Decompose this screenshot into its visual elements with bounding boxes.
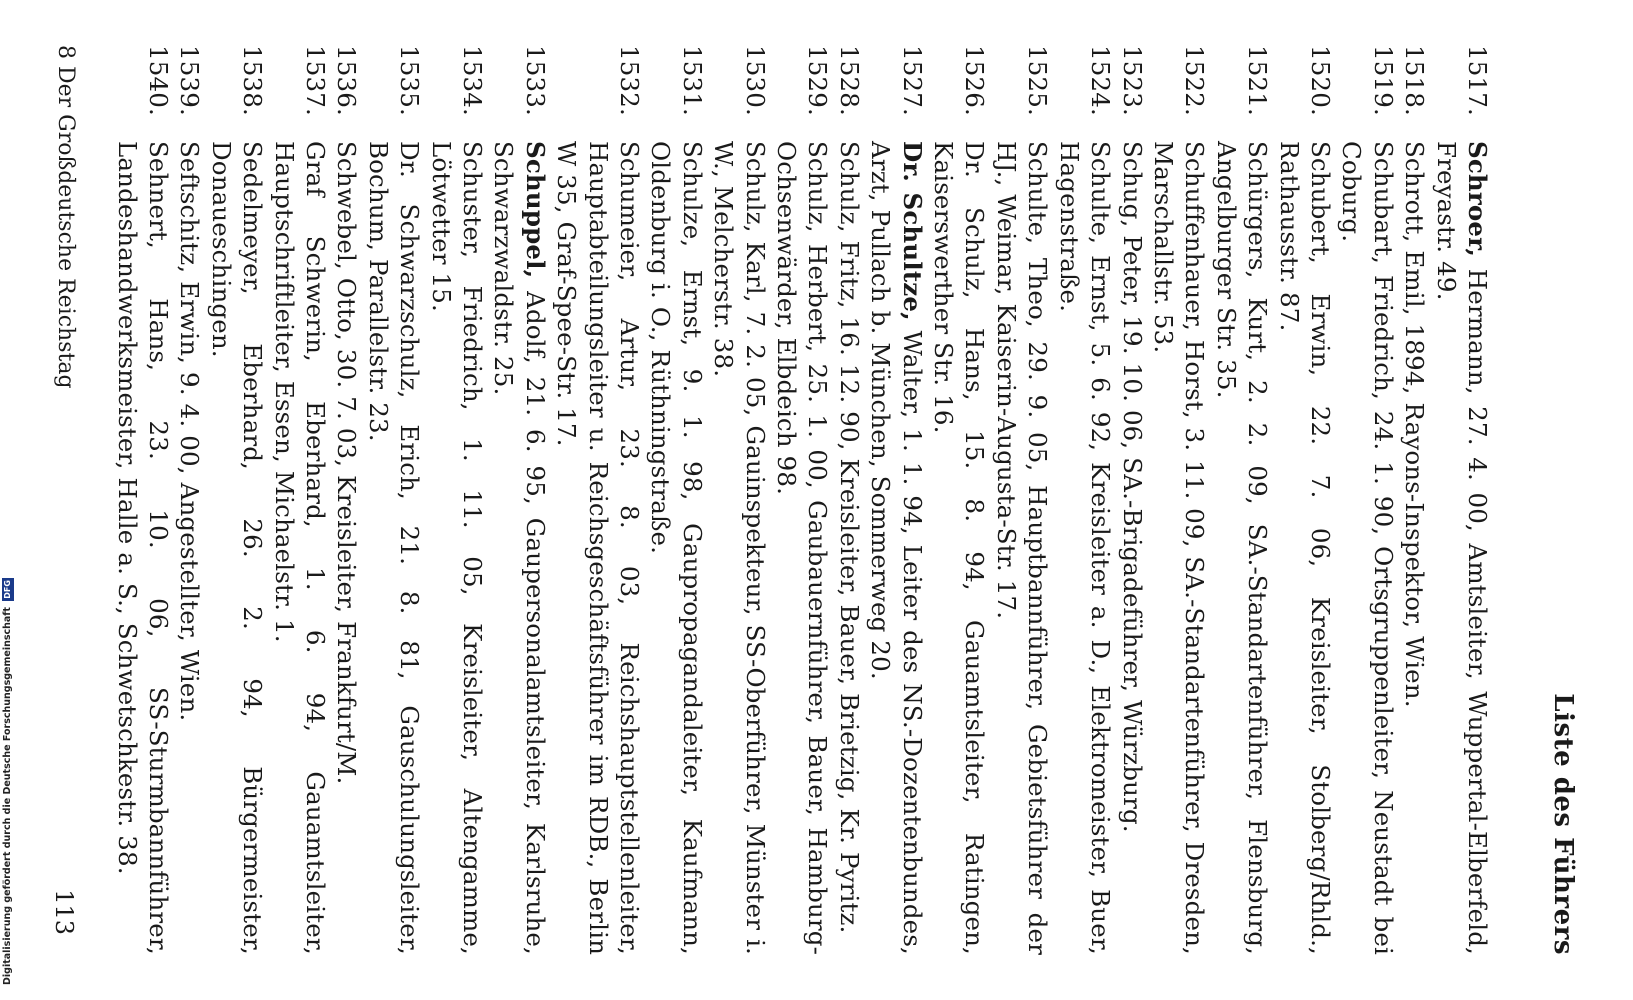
list-item — [1399, 45, 1430, 955]
entry-number: 1525. — [1023, 45, 1053, 116]
entry-number: 1527. — [897, 45, 927, 116]
entry-text: Dr. Schulz, Hans, 15. 8. 94, Gauamtsleiter, Ratingen, Kaiserswerther Str. 16. — [929, 141, 990, 955]
entry-number: 1534. — [458, 45, 487, 116]
running-title: Liste des Führers — [1548, 693, 1578, 955]
entry-text: Graf Schwerin, Eberhard, 1. 6. 94, Gauamtsleiter, Hauptschriftleiter, Essen, Michaelstr. 1. — [269, 141, 330, 955]
list-item — [1336, 45, 1399, 955]
entry-number: 1517. — [1463, 45, 1492, 116]
page-number: 113 — [50, 889, 78, 935]
list-item — [991, 45, 1054, 955]
list-item — [1148, 45, 1211, 955]
entry-text: Dr. Schwarzschulz, Erich, 21. 8. 81, Gauschulungsleiter, Bochum, Parallelstr. 23. — [363, 141, 425, 955]
entry-text: Schürgers, Kurt, 2. 2. 09, SA.-Standartenführer, Flensburg, Angelburger Str. 35. — [1211, 141, 1273, 955]
entry-name-bold: Schuppel, — [520, 141, 550, 279]
list-item — [362, 45, 425, 955]
entry-number: 1523. — [1117, 45, 1147, 116]
entry-number: 1539. — [175, 45, 205, 116]
entry-text: Walter, 1. 1. 94, Leiter des NS.-Dozentenbundes, Arzt, Pullach b. München, Sommerweg 20. — [866, 141, 927, 955]
entry-text: Schulte, Ernst, 5. 6. 92, Kreisleiter a. D., Elektromeister, Buer, Hagenstraße. — [1054, 141, 1116, 955]
entry-number: 1519. — [1368, 45, 1398, 116]
list-item — [771, 45, 834, 955]
entry-number: 1521. — [1243, 45, 1273, 116]
entry-number: 1522. — [1180, 45, 1210, 116]
entry-number: 1538. — [238, 45, 268, 116]
list-item — [708, 45, 771, 955]
entry-number: 1535. — [395, 45, 425, 116]
entry-number: 1533. — [520, 45, 550, 116]
entry-text: Schulz, Karl, 7. 2. 05, Gauinspekteur, SS-Oberführer, Münster i. W., Melcherstr. 38. — [709, 141, 770, 955]
entry-text: Schulz, Fritz, 16. 12. 90, Kreisleiter, Bauer, Brietzig, Kr. Pyritz. — [834, 141, 864, 934]
entry-text: Schug, Peter, 19. 10. 06, SA.-Brigadeführer, Würzburg. — [1117, 141, 1147, 833]
list-item — [268, 45, 331, 955]
list-item — [1210, 45, 1273, 955]
entry-text: Schulte, Theo, 29. 9. 05, Hauptbannführer, Gebietsführer der HJ., Weimar, Kaiserin-Augusta-Str. 17. — [991, 141, 1053, 955]
digitization-credit — [2, 0, 16, 1000]
list-item — [928, 45, 991, 955]
list-item — [205, 45, 268, 955]
entry-number: 1529. — [803, 45, 833, 116]
list-item — [331, 45, 362, 955]
entry-text: Schumeier, Artur, 23. 8. 03, Reichshauptstellenleiter, Hauptabteilungsleiter u. Reichsgeschäftsführer im RDB., Berlin W 35, Graf-Spee-Str. 17. — [552, 141, 645, 955]
entry-text: Schulze, Ernst, 9. 1. 98, Gaupropagandaleiter, Kaufmann, Oldenburg i. O., Rüthningstraße. — [646, 141, 707, 955]
entry-name-bold: Dr. Schultze, — [897, 141, 927, 321]
page-footer — [46, 45, 78, 955]
list-item — [1053, 45, 1116, 955]
entry-text: Schuster, Friedrich, 1. 11. 05, Kreisleiter, Altengamme, Lötwetter 15. — [426, 141, 487, 955]
entry-number: 1532. — [615, 45, 645, 116]
entry-text: Schuffenhauer, Horst, 3. 11. 09, SA.-Standartenführer, Dresden, Marschallstr. 53. — [1148, 141, 1210, 955]
list-item — [1273, 45, 1336, 955]
credit-text: Digitalisierung gefördert durch die Deutsche Forschungsgemeinschaft — [2, 607, 13, 985]
entry-number: 1537. — [300, 45, 330, 116]
list-item — [111, 45, 174, 955]
entry-name-bold: Schroer, — [1463, 141, 1492, 258]
entry-number: 1518. — [1400, 45, 1430, 116]
entry-list — [111, 45, 1493, 955]
list-item — [833, 45, 864, 955]
entry-text: Sedelmeyer, Eberhard, 26. 2. 94, Bürgermeister, Donaueschingen. — [206, 141, 268, 955]
list-item — [174, 45, 205, 955]
entry-text: Schulz, Herbert, 25. 1. 00, Gaubauernführer, Bauer, Hamburg-Ochsenwärder, Elbdeich 98. — [772, 141, 833, 955]
entry-number: 1530. — [740, 45, 770, 116]
entry-number: 1528. — [834, 45, 864, 116]
list-item — [865, 45, 928, 955]
list-item — [645, 45, 708, 955]
list-item — [1116, 45, 1147, 955]
entry-text: Schubart, Friedrich, 24. 1. 90, Ortsgruppenleiter, Neustadt bei Coburg. — [1337, 141, 1398, 955]
entry-number: 1540. — [143, 45, 173, 116]
entry-number: 1520. — [1305, 45, 1335, 116]
signature-mark: 8 Der Großdeutsche Reichstag — [53, 45, 78, 389]
entry-text: Hermann, 27. 4. 00, Amtsleiter, Wuppertal-Elberfeld, Freyastr. 49. — [1431, 141, 1492, 955]
entry-text: Schwebel, Otto, 30. 7. 03, Kreisleiter, Frankfurt/M. — [332, 141, 362, 785]
entry-number: 1526. — [960, 45, 990, 116]
entry-number: 1531. — [677, 45, 707, 116]
entry-text: Adolf, 21. 6. 95, Gaupersonalamtsleiter, Karlsruhe, Schwarzwaldstr. 25. — [489, 141, 550, 955]
entry-text: Schubert, Erwin, 22. 7. 06, Kreisleiter, Stolberg/Rhld., Rathausstr. 87. — [1274, 141, 1335, 955]
list-item — [551, 45, 645, 955]
list-item — [488, 45, 551, 955]
page-header — [1542, 45, 1578, 955]
entry-text: Seftschitz, Erwin, 9. 4. 00, Angestellter, Wien. — [175, 141, 205, 722]
entry-text: Schrott, Emil, 1894, Rayons-Inspektor, Wien. — [1400, 141, 1430, 708]
entry-number: 1524. — [1086, 45, 1116, 116]
entry-text: Sehnert, Hans, 23. 10. 06, SS-Sturmbannführer, Landeshandwerksmeister, Halle a. S., Schwetschkestr. 38. — [112, 141, 173, 955]
list-item — [1430, 45, 1493, 955]
dfg-logo: DFG — [3, 580, 12, 599]
list-item — [425, 45, 488, 955]
entry-number: 1536. — [332, 45, 362, 116]
